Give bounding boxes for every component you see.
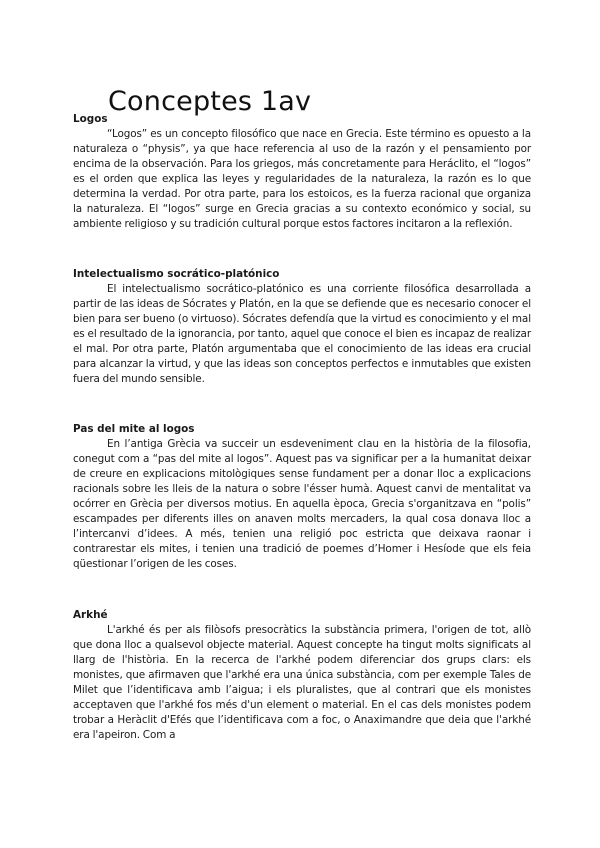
section-heading: Intelectualismo socrático-platónico (73, 268, 280, 280)
section-paragraph: L'arkhé és per als filòsofs presocràtics la substància primera, l'origen de tot, allò que dona lloc a qualsevol objecte material. Aquest concepte ha tingut molts significats al llarg de l'història. En la recerca de l'arkhé podem diferenciar dos grups clars: els monistes, que afirmaven que l'arkhé era una única substància, com per exemple Tales de Milet que l’identificava amb l’aigua; i els pluralistes, que al contrari que els monistes acceptaven que l'arkhé fos més d'un element o material. En el cas dels monistes podem trobar a Heràclit d'Efés que l’identificava com a foc, o Anaximandre que deia que l'arkhé era l'apeiron. Com a (73, 624, 531, 741)
section-paragraph: El intelectualismo socrático-platónico es una corriente filosófica desarrollada a partir de las ideas de Sócrates y Platón, en la que se defiende que es necesario conocer el bien para ser bueno (o virtuoso). Sócrates defendía que la virtud es conocimiento y el mal es el resultado de la ignorancia, por tanto, aquel que conoce el bien es incapaz de realizar el mal. Por otra parte, Platón argumentaba que el conocimiento de las ideas era crucial para alcanzar la virtud, y que las ideas son conceptos perfectos e inmutables que existen fuera del mundo sensible. (73, 283, 531, 385)
section-heading: Logos (73, 113, 108, 125)
section-logos (73, 112, 531, 232)
section-heading: Arkhé (73, 609, 108, 621)
section-paragraph: “Logos” es un concepto filosófico que nace en Grecia. Este término es opuesto a la naturaleza o “physis”, ya que hace referencia al uso de la razón y el pensamiento por encima de la observación. Para los griegos, más concretamente para Heráclito, el “logos” es el orden que explica las leyes y regularidades de la naturaleza, la razón es lo que determina la verdad. Por otra parte, para los estoicos, es la fuerza racional que organiza la naturaleza. El “logos” surge en Grecia gracias a su contexto económico y social, su ambiente religioso y su tradición cultural porque estos factores incitaron a la reflexión. (73, 128, 531, 230)
section-intelectualismo (73, 267, 531, 387)
section-arkhe (73, 608, 531, 743)
document-title: Conceptes 1av (108, 86, 312, 118)
section-heading: Pas del mite al logos (73, 423, 195, 435)
section-paragraph: En l’antiga Grècia va succeir un esdeveniment clau en la història de la filosofia, conegut com a “pas del mite al logos”. Aquest pas va significar per a la humanitat deixar de creure en explicacions mitològiques sense fundament per a donar lloc a explicacions racionals sobre les lleis de la natura o sobre l'ésser humà. Aquest canvi de mentalitat va ocórrer en Grècia per diversos motius. En aquella època, Grecia s'organitzava en “polis” escampades per diferents illes on anaven molts mercaders, la qual cosa donava lloc a l’intercanvi d’idees. A més, tenien una religió poc estricta que deixava raonar i contrarestar els mites, i tenien una tradició de poemes d’Homer i Hesíode que els feia qüestionar l’origen de les coses. (73, 438, 531, 570)
section-pas-del-mite (73, 422, 531, 572)
